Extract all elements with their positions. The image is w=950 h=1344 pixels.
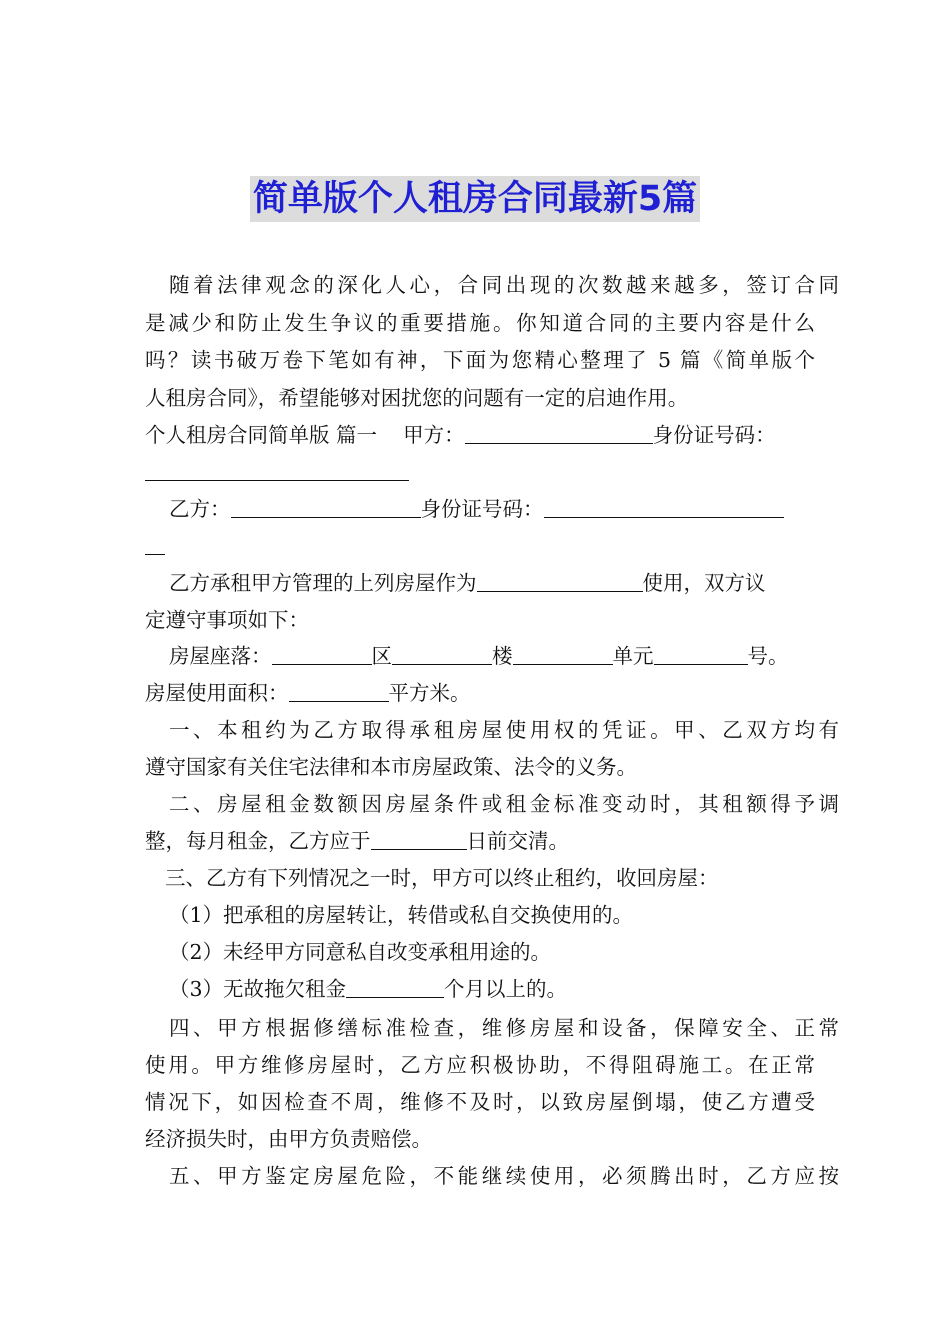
building-label: 楼 [492, 644, 513, 668]
clause-2-line-1: 二、房屋租金数额因房屋条件或租金标准变动时，其租额得予调 [169, 792, 839, 816]
number-blank[interactable] [654, 644, 748, 665]
usage-line-2: 定遵守事项如下： [145, 608, 309, 632]
location-line [145, 641, 839, 671]
party-a-name-blank[interactable] [465, 423, 653, 444]
clause-2-line-2 [145, 826, 815, 856]
unit-blank[interactable] [513, 644, 613, 665]
clause-3-item-1: （1）把承租的房屋转让，转借或私自交换使用的。 [169, 903, 634, 927]
area-label: 房屋使用面积： [145, 681, 289, 705]
contract-heading: 个人租房合同简单版 篇一 [145, 423, 378, 447]
clause-4-line-1: 四、甲方根据修缮标准检查，维修房屋和设备，保障安全、正常 [169, 1016, 839, 1040]
party-a-id-blank[interactable] [145, 460, 409, 481]
clause-3-item-3 [145, 974, 839, 1004]
intro-line-3: 吗？读书破万卷下笔如有神，下面为您精心整理了 5 篇《简单版个 [145, 348, 815, 372]
area-blank[interactable] [289, 681, 389, 702]
clause-2-text-b: 日前交清。 [466, 829, 569, 853]
party-b-label: 乙方： [169, 497, 231, 521]
area-line [145, 678, 815, 708]
clause-4-line-3: 情况下，如因检查不周，维修不及时，以致房屋倒塌，使乙方遭受 [145, 1090, 815, 1114]
usage-line-1 [145, 568, 839, 598]
clause-2-text-a: 整，每月租金，乙方应于 [145, 829, 371, 853]
party-a-label: 甲方： [403, 423, 465, 447]
party-a-id-label: 身份证号码： [652, 423, 776, 447]
clause-4-line-2: 使用。甲方维修房屋时，乙方应积极协助，不得阻碍施工。在正常 [145, 1053, 815, 1077]
document-title-wrap [0, 176, 950, 222]
building-blank[interactable] [392, 644, 492, 665]
party-b-id-blank-cont[interactable] [145, 534, 165, 555]
party-a-id-line [145, 457, 815, 487]
clause-3-item-3-text-b: 个月以上的。 [444, 977, 568, 1001]
clause-1-line-1: 一、本租约为乙方取得承租房屋使用权的凭证。甲、乙双方均有 [169, 718, 839, 742]
party-b-line [145, 494, 839, 524]
party-b-id-blank[interactable] [544, 497, 784, 518]
party-a-line [145, 420, 815, 450]
clause-3-line: 三、乙方有下列情况之一时，甲方可以终止租约，收回房屋： [165, 866, 719, 890]
rent-due-day-blank[interactable] [371, 829, 467, 850]
usage-blank[interactable] [477, 571, 643, 592]
intro-line-2: 是减少和防止发生争议的重要措施。你知道合同的主要内容是什么 [145, 311, 815, 335]
district-label: 区 [371, 644, 392, 668]
location-label: 房屋座落： [169, 644, 272, 668]
clause-3-item-2: （2）未经甲方同意私自改变承租用途的。 [169, 940, 552, 964]
clause-4-line-4: 经济损失时，由甲方负责赔偿。 [145, 1127, 432, 1151]
document-title: 简单版个人租房合同最新5篇 [250, 176, 700, 222]
party-b-name-blank[interactable] [231, 497, 421, 518]
usage-text-a: 乙方承租甲方管理的上列房屋作为 [169, 571, 477, 595]
party-b-id-label: 身份证号码： [420, 497, 544, 521]
arrears-months-blank[interactable] [346, 977, 444, 998]
party-b-id-line [145, 531, 815, 561]
number-label: 号。 [747, 644, 789, 668]
intro-line-1: 随着法律观念的深化人心，合同出现的次数越来越多，签订合同 [169, 273, 839, 297]
unit-label: 单元 [612, 644, 654, 668]
usage-text-b: 使用，双方议 [642, 571, 766, 595]
intro-line-4: 人租房合同》，希望能够对困扰您的问题有一定的启迪作用。 [145, 386, 689, 410]
area-unit: 平方米。 [388, 681, 471, 705]
clause-1-line-2: 遵守国家有关住宅法律和本市房屋政策、法令的义务。 [145, 755, 637, 779]
clause-5-line-1: 五、甲方鉴定房屋危险，不能继续使用，必须腾出时，乙方应按 [169, 1164, 839, 1188]
district-blank[interactable] [272, 644, 372, 665]
clause-3-item-3-text-a: （3）无故拖欠租金 [169, 977, 347, 1001]
